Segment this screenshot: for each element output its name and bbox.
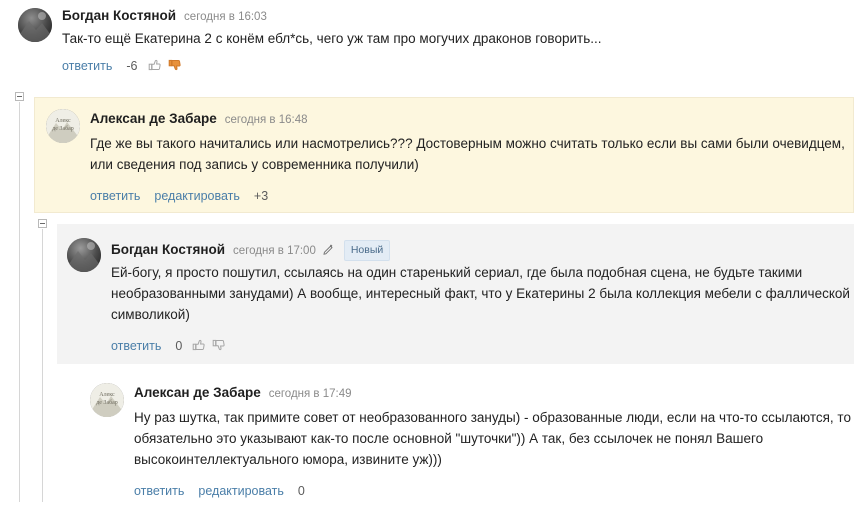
edit-button[interactable]: редактировать [154, 189, 240, 203]
avatar[interactable] [90, 383, 124, 417]
comment-text: Ну раз шутка, так примите совет от необразованного зануды) - образованные люди, если на что-то ссылаются, то обязательно это указывают как-то после основной "шуточки")) А так, без ссылочек не понял Вашего высокоинтеллектуального юмора, извините уж))) [134, 410, 851, 467]
comment-date: сегодня в 17:00 [233, 245, 316, 257]
thread-line-level1 [19, 102, 20, 502]
thumbs-down-icon[interactable] [168, 58, 182, 76]
comment-header [134, 385, 352, 402]
reply-button[interactable]: ответить [90, 189, 141, 203]
comment-actions [90, 188, 278, 204]
score-value: -6 [126, 59, 138, 73]
comment-author[interactable]: Богдан Костяной [111, 242, 226, 257]
comment-level4 [80, 375, 854, 510]
svg-text:де Забар: де Забар [96, 400, 118, 406]
status-badge: Новый [344, 240, 390, 261]
thumbs-up-icon[interactable] [148, 58, 162, 76]
comment-author[interactable]: Алексан де Забаре [90, 111, 217, 126]
avatar[interactable] [18, 8, 52, 42]
comment-date: сегодня в 16:48 [224, 114, 308, 126]
comment-header [62, 8, 267, 25]
comment-actions [62, 58, 188, 76]
comment-text: Где же вы такого начитались или насмотрелись??? Достоверным можно считать только если вы сами были очевидцем, или сведения под запись у современника получили) [90, 136, 845, 172]
comment-level2 [34, 97, 854, 213]
edit-button[interactable]: редактировать [198, 484, 284, 498]
comment-header [111, 240, 390, 261]
comment-text: Ей-богу, я просто пошутил, ссылаясь на один старенький сериал, где была подобная сцена, не будьте такими необразованными занудами) А вообще, интересный факт, что у Екатерины 2 была коллекция мебели с фаллической символикой) [111, 265, 850, 322]
collapse-toggle-level1[interactable] [15, 92, 24, 101]
thread-line-level2 [42, 229, 43, 502]
score-value: +3 [253, 189, 269, 203]
comment-date: сегодня в 16:03 [184, 11, 267, 23]
score-value: 0 [297, 484, 305, 498]
pencil-icon[interactable] [323, 243, 334, 259]
collapse-toggle-level2[interactable] [38, 219, 47, 228]
reply-button[interactable]: ответить [134, 484, 185, 498]
reply-button[interactable]: ответить [62, 59, 113, 73]
comment-actions [134, 483, 315, 499]
svg-text:де Забар: де Забар [52, 126, 74, 132]
comment-text: Так-то ещё Екатерина 2 с конём ебл*сь, чего уж там про могучих драконов говорить... [62, 31, 602, 46]
reply-button[interactable]: ответить [111, 339, 162, 353]
score-value: 0 [175, 339, 183, 353]
comment-author[interactable]: Алексан де Забаре [134, 385, 261, 400]
comment-actions [111, 338, 232, 356]
avatar[interactable] [46, 109, 80, 143]
comment-level3 [57, 224, 854, 364]
avatar[interactable] [67, 238, 101, 272]
svg-text:Алекс: Алекс [99, 392, 115, 398]
comment-author[interactable]: Богдан Костяной [62, 8, 177, 23]
svg-text:Алекс: Алекс [55, 118, 71, 124]
thumbs-up-icon[interactable] [192, 338, 206, 356]
comment-header [90, 111, 308, 128]
thumbs-down-icon[interactable] [212, 338, 226, 356]
comment-date: сегодня в 17:49 [268, 388, 352, 400]
comment-root [0, 0, 854, 86]
